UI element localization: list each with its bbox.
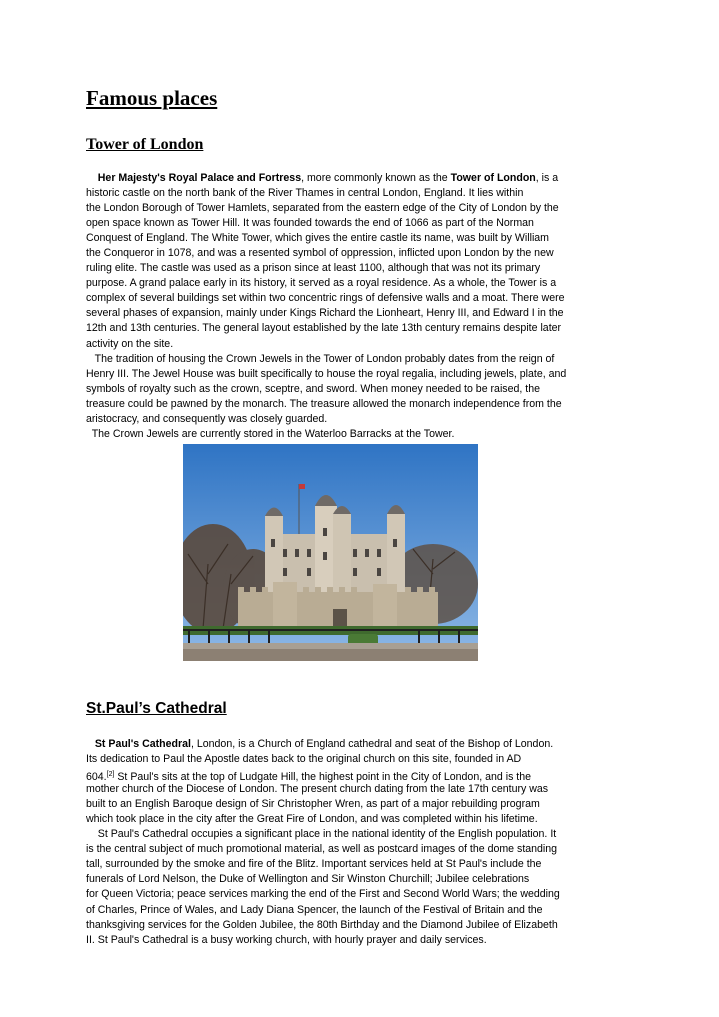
paul-line: II. St Paul's Cathedral is a busy working church, with hourly prayer and daily services. xyxy=(86,933,487,946)
tower-photo-illustration xyxy=(183,444,478,661)
tower-line: the Conqueror in 1078, and was a resented symbol of oppression, inflicted upon London by the new xyxy=(86,247,554,260)
page-title: Famous places xyxy=(86,86,218,110)
tower-line: The Crown Jewels are currently stored in the Waterloo Barracks at the Tower. xyxy=(86,427,455,440)
tower-of-london-photo xyxy=(183,444,478,661)
paul-line: is the central subject of much promotional material, as well as postcard images of the dome standing xyxy=(86,843,558,856)
tower-line: ruling elite. The castle was used as a prison since at least 1100, although that was not its primary xyxy=(86,262,541,275)
tower-body xyxy=(86,171,634,442)
paul-line: for Queen Victoria; peace services marking the end of the First and Second World Wars; the wedding xyxy=(86,888,560,901)
tower-line: aristocracy, and consequently was closely guarded. xyxy=(86,412,328,425)
tower-line: open space known as Tower Hill. It was founded towards the end of 1066 as part of the Norman xyxy=(86,217,534,230)
tower-line: symbols of royalty such as the crown, sceptre, and sword. When money needed to be raised, the xyxy=(86,382,541,395)
tower-line: the London Borough of Tower Hamlets, separated from the eastern edge of the City of London by the xyxy=(86,202,559,215)
paul-line: built to an English Baroque design of Sir Christopher Wren, as part of a major rebuilding program xyxy=(86,798,540,811)
tower-line: purpose. A grand palace early in its history, it served as a royal residence. As a whole, the Tower is a xyxy=(86,277,557,290)
section-heading-st-pauls: St.Paul’s Cathedral xyxy=(86,700,227,717)
paul-line: of Charles, Prince of Wales, and Lady Diana Spencer, the launch of the Festival of Britain and the xyxy=(86,903,543,916)
tower-line: complex of several buildings set within two concentric rings of defensive walls and a moat. There were xyxy=(86,292,565,305)
tower-line: several phases of expansion, mainly under Kings Richard the Lionheart, Henry III, and Edward I in the xyxy=(86,307,564,320)
paul-line: which took place in the city after the Great Fire of London, and was completed within his lifetime. xyxy=(86,813,538,826)
section-heading-tower: Tower of London xyxy=(86,136,204,153)
paul-line: tall, surrounded by the smoke and fire of the Blitz. Important services held at St Paul's include the xyxy=(86,858,542,871)
tower-line: The tradition of housing the Crown Jewels in the Tower of London probably dates from the reign of xyxy=(86,352,555,365)
citation-ref[interactable]: [2] xyxy=(106,771,115,779)
paul-line: thanksgiving services for the Golden Jubilee, the 80th Birthday and the Diamond Jubilee of Elizabeth xyxy=(86,918,558,931)
paul-line: funerals of Lord Nelson, the Duke of Wellington and Sir Winston Churchill; Jubilee celebrations xyxy=(86,873,530,886)
paul-line: Its dedication to Paul the Apostle dates back to the original church on this site, founded in AD xyxy=(86,753,522,766)
paul-line: St Paul's Cathedral, London, is a Church of England cathedral and seat of the Bishop of London. xyxy=(94,738,554,750)
st-pauls-body xyxy=(86,737,634,948)
tower-line: treasure could be pawned by the monarch. The treasure allowed the monarch independence from the xyxy=(86,397,562,410)
tower-line: Conquest of England. The White Tower, which gives the entire castle its name, was built by William xyxy=(86,232,550,245)
tower-line: Her Majesty's Royal Palace and Fortress, more commonly known as the Tower of London, is a xyxy=(97,172,559,184)
tower-line: activity on the site. xyxy=(86,337,174,350)
paul-line: 604.[2] St Paul's sits at the top of Ludgate Hill, the highest point in the City of London, and is the xyxy=(86,771,532,784)
tower-line: 12th and 13th centuries. The general layout established by the late 13th century remains despite later xyxy=(86,322,562,335)
tower-line: historic castle on the north bank of the River Thames in central London, England. It lies within xyxy=(86,187,524,200)
paul-line: St Paul's Cathedral occupies a significant place in the national identity of the English population. It xyxy=(86,828,557,841)
paul-line: mother church of the Diocese of London. The present church dating from the late 17th century was xyxy=(86,783,549,796)
tower-line: Henry III. The Jewel House was built specifically to house the royal regalia, including jewels, plate, and xyxy=(86,367,567,380)
